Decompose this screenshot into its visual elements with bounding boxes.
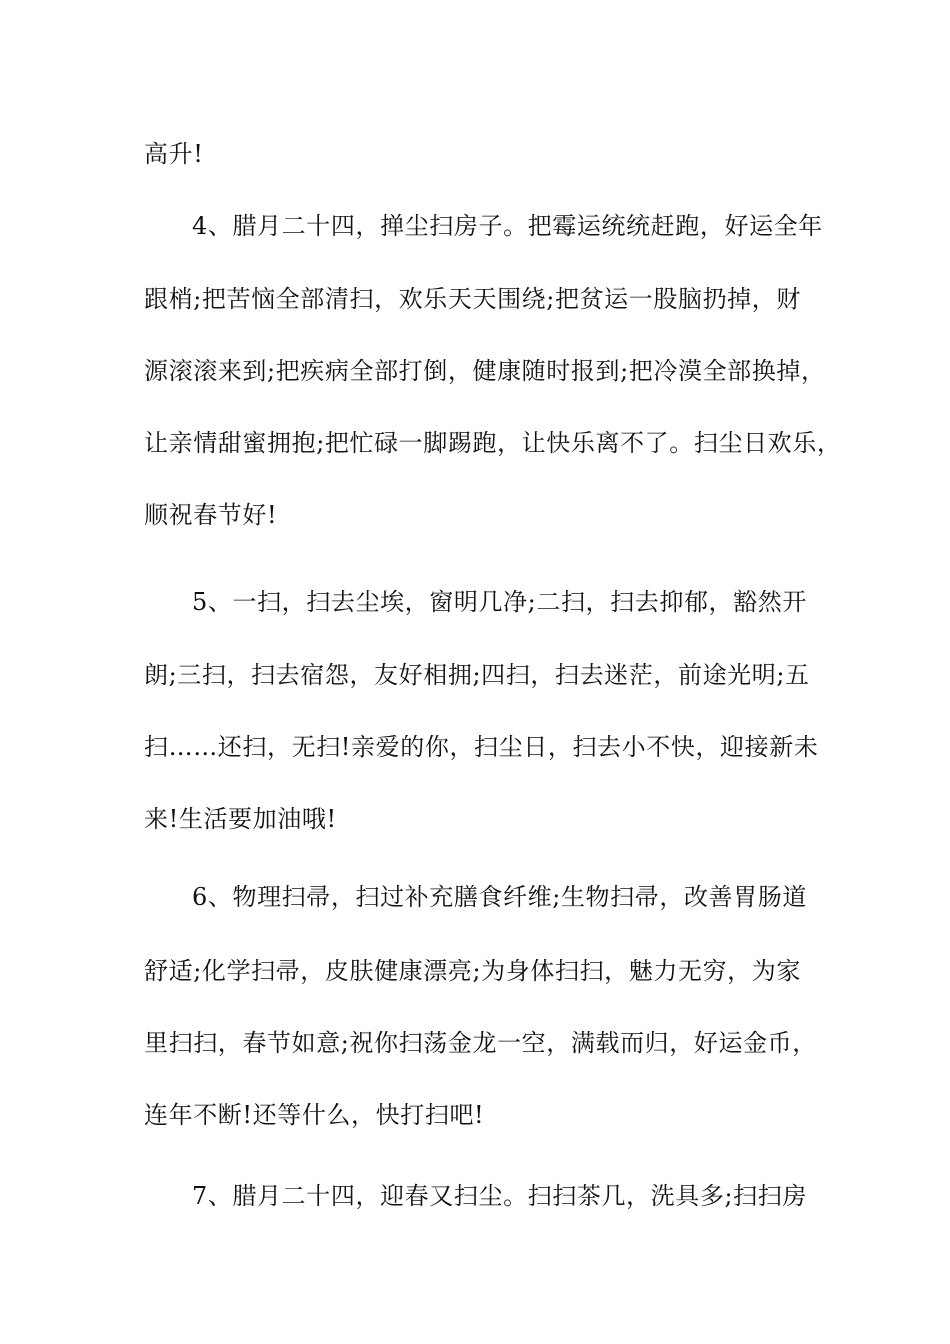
- text-line: 让亲情甜蜜拥抱;把忙碌一脚踢跑，让快乐离不了。扫尘日欢乐，: [144, 429, 842, 457]
- paragraph-6-first-line: 6、物理扫帚，扫过补充膳食纤维;生物扫帚，改善胃肠道: [192, 883, 807, 911]
- text-line: 里扫扫，春节如意;祝你扫荡金龙一空，满载而归，好运金币，: [144, 1029, 817, 1057]
- text-line: 朗;三扫，扫去宿怨，友好相拥;四扫，扫去迷茫，前途光明;五: [144, 661, 810, 689]
- text-line: 连年不断!还等什么，快打扫吧!: [144, 1101, 485, 1129]
- paragraph-5-first-line: 5、一扫，扫去尘埃，窗明几净;二扫，扫去抑郁，豁然开: [192, 588, 807, 616]
- paragraph-4-first-line: 4、腊月二十四，掸尘扫房子。把霉运统统赶跑，好运全年: [192, 212, 823, 240]
- text-line: 扫……还扫，无扫!亲爱的你，扫尘日，扫去小不快，迎接新未: [144, 733, 819, 761]
- text-line: 来!生活要加油哦!: [144, 805, 337, 833]
- text-line: 跟梢;把苦恼全部清扫，欢乐天天围绕;把贫运一股脑扔掉，财: [144, 285, 801, 313]
- text-line: 源滚滚来到;把疾病全部打倒，健康随时报到;把冷漠全部换掉，: [144, 357, 826, 385]
- paragraph-7-first-line: 7、腊月二十四，迎春又扫尘。扫扫茶几，洗具多;扫扫房: [192, 1182, 807, 1210]
- text-line: 舒适;化学扫帚，皮肤健康漂亮;为身体扫扫，魅力无穷，为家: [144, 957, 801, 985]
- text-line: 顺祝春节好!: [144, 501, 278, 529]
- text-line: 高升!: [144, 140, 204, 168]
